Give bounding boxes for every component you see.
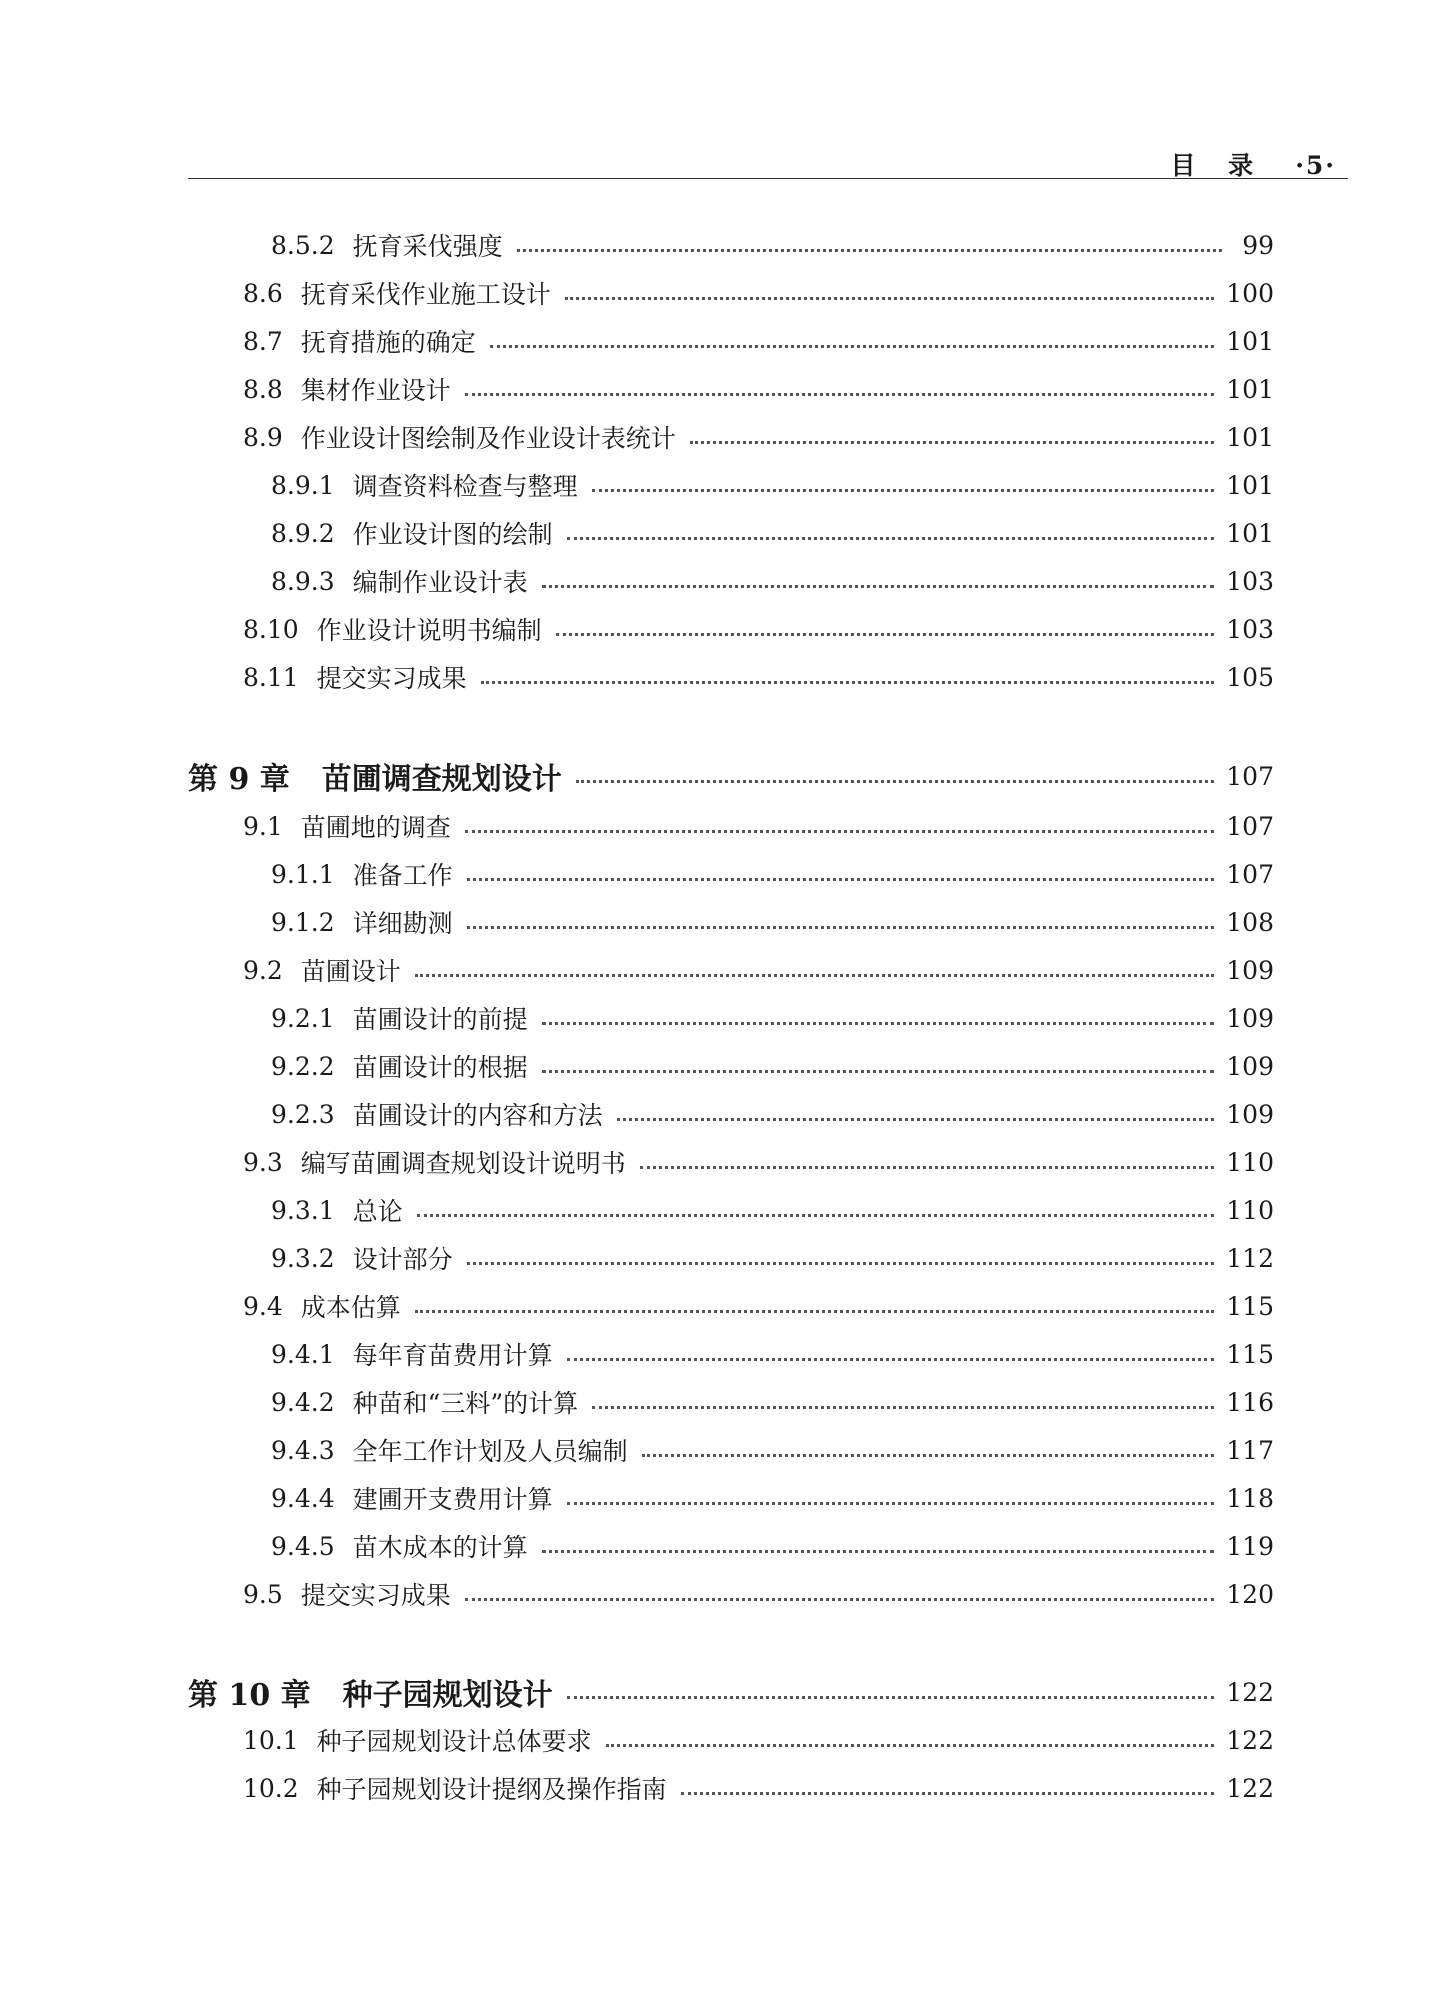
chapter-title: 种子园规划设计 [342, 1678, 553, 1713]
toc-entry[interactable] [243, 369, 1274, 409]
toc-entry[interactable] [243, 273, 1274, 313]
entry-number: 9.1.2 [271, 907, 335, 937]
entry-title: 提交实习成果 [316, 664, 467, 693]
dot-leader [467, 878, 1215, 881]
entry-title: 抚育采伐强度 [352, 232, 503, 261]
entry-number: 8.9 [243, 422, 283, 452]
dot-leader [642, 1454, 1215, 1457]
entry-number: 8.9.3 [271, 566, 335, 596]
entry-number: 8.7 [243, 326, 283, 356]
toc-entry[interactable] [243, 321, 1274, 361]
toc-entry[interactable] [243, 950, 1274, 990]
toc-entry[interactable] [271, 998, 1274, 1038]
entry-number: 9.2 [243, 955, 283, 985]
dot-leader [556, 633, 1215, 636]
entry-title: 编制作业设计表 [352, 568, 528, 597]
entry-title: 种子园规划设计提纲及操作指南 [316, 1775, 667, 1804]
entry-number: 10.2 [243, 1773, 299, 1803]
entry-number: 9.1.1 [271, 859, 335, 889]
entry-number: 9.2.3 [271, 1099, 335, 1129]
toc-entry[interactable] [271, 1430, 1274, 1470]
dot-leader [681, 1792, 1215, 1795]
entry-number: 10.1 [243, 1725, 299, 1755]
entry-page: 122 [1226, 1773, 1274, 1803]
dot-leader [542, 1070, 1215, 1073]
entry-title: 准备工作 [352, 861, 453, 890]
entry-page: 101 [1226, 422, 1274, 452]
dot-leader [465, 1598, 1215, 1601]
entry-number: 9.4.3 [271, 1435, 335, 1465]
entry-title: 作业设计说明书编制 [316, 616, 542, 645]
entry-page: 109 [1226, 1003, 1274, 1033]
entry-page: 116 [1226, 1387, 1274, 1417]
dot-leader [567, 537, 1215, 540]
toc-entry[interactable] [271, 1478, 1274, 1518]
entry-title: 苗圃设计 [300, 957, 401, 986]
entry-page: 108 [1226, 907, 1274, 937]
entry-page: 99 [1242, 230, 1274, 260]
dot-leader [467, 926, 1215, 929]
entry-title: 总论 [352, 1197, 403, 1226]
toc-entry[interactable] [243, 1768, 1274, 1808]
entry-title: 详细勘测 [352, 909, 453, 938]
toc-entry[interactable] [243, 657, 1274, 697]
entry-number: 8.6 [243, 278, 283, 308]
dot-leader [467, 1262, 1215, 1265]
toc-entry[interactable] [243, 417, 1274, 457]
entry-page: 101 [1226, 374, 1274, 404]
entry-title: 提交实习成果 [300, 1581, 451, 1610]
entry-title: 编写苗圃调查规划设计说明书 [300, 1149, 626, 1178]
entry-title: 抚育措施的确定 [300, 328, 476, 357]
dot-leader [415, 1310, 1215, 1313]
entry-page: 103 [1226, 614, 1274, 644]
entry-number: 9.2.2 [271, 1051, 335, 1081]
entry-number: 8.10 [243, 614, 299, 644]
toc-entry[interactable] [243, 1142, 1274, 1182]
entry-title: 作业设计图的绘制 [352, 520, 553, 549]
entry-number: 8.9.2 [271, 518, 335, 548]
entry-page: 101 [1226, 326, 1274, 356]
entry-page: 120 [1226, 1579, 1274, 1609]
entry-number: 8.5.2 [271, 230, 335, 260]
entry-page: 107 [1226, 859, 1274, 889]
dot-leader [415, 974, 1215, 977]
entry-number: 9.1 [243, 811, 283, 841]
entry-title: 种子园规划设计总体要求 [316, 1727, 592, 1756]
entry-number: 9.4.5 [271, 1531, 335, 1561]
entry-number: 9.3 [243, 1147, 283, 1177]
entry-page: 109 [1226, 955, 1274, 985]
entry-number: 9.4.1 [271, 1339, 335, 1369]
entry-page: 119 [1226, 1531, 1274, 1561]
entry-title: 全年工作计划及人员编制 [352, 1437, 628, 1466]
entry-title: 调查资料检查与整理 [352, 472, 578, 501]
dot-leader [542, 1022, 1215, 1025]
toc-entry[interactable] [271, 561, 1274, 601]
chapter-entry[interactable] [188, 756, 1274, 796]
dot-leader [576, 780, 1215, 783]
toc-entry[interactable] [271, 1334, 1274, 1374]
toc-entry[interactable] [271, 902, 1274, 942]
entry-title: 苗圃地的调查 [300, 813, 451, 842]
entry-page: 101 [1226, 470, 1274, 500]
entry-page: 112 [1226, 1243, 1274, 1273]
entry-page: 107 [1226, 761, 1274, 791]
entry-page: 110 [1226, 1195, 1274, 1225]
dot-leader [592, 489, 1215, 492]
entry-page: 109 [1226, 1099, 1274, 1129]
toc-entry[interactable] [271, 1382, 1274, 1422]
entry-number: 8.11 [243, 662, 299, 692]
entry-page: 117 [1226, 1435, 1274, 1465]
toc-entry[interactable] [271, 513, 1274, 553]
dot-leader [565, 297, 1215, 300]
dot-leader [592, 1406, 1214, 1409]
toc-entry[interactable] [271, 465, 1274, 505]
dot-leader [465, 830, 1215, 833]
entry-title: 每年育苗费用计算 [352, 1341, 553, 1370]
entry-page: 107 [1226, 811, 1274, 841]
entry-title: 种苗和“三料”的计算 [352, 1389, 579, 1418]
toc-entry[interactable] [271, 1046, 1274, 1086]
toc-entry[interactable] [243, 1286, 1274, 1326]
entry-title: 苗木成本的计算 [352, 1533, 528, 1562]
entry-title: 集材作业设计 [300, 376, 451, 405]
toc-entry[interactable] [243, 1574, 1274, 1614]
entry-page: 110 [1226, 1147, 1274, 1177]
toc-entry[interactable] [271, 1094, 1274, 1134]
entry-number: 9.4 [243, 1291, 283, 1321]
chapter-number: 第 10 章 [188, 1678, 311, 1713]
toc-entry[interactable] [271, 854, 1274, 894]
entry-title: 作业设计图绘制及作业设计表统计 [300, 424, 676, 453]
dot-leader [542, 585, 1215, 588]
entry-page: 109 [1226, 1051, 1274, 1081]
entry-page: 105 [1226, 662, 1274, 692]
toc-entry[interactable] [243, 806, 1274, 846]
entry-page: 101 [1226, 518, 1274, 548]
dot-leader [567, 1358, 1215, 1361]
dot-leader [617, 1118, 1215, 1121]
toc-entry[interactable] [271, 1238, 1274, 1278]
entry-page: 122 [1226, 1677, 1274, 1707]
entry-title: 成本估算 [300, 1293, 401, 1322]
entry-number: 8.8 [243, 374, 283, 404]
dot-leader [567, 1502, 1215, 1505]
chapter-number: 第 9 章 [188, 762, 290, 797]
entry-page: 118 [1226, 1483, 1274, 1513]
dot-leader [542, 1550, 1215, 1553]
dot-leader [640, 1166, 1215, 1169]
entry-number: 9.3.1 [271, 1195, 335, 1225]
entry-title: 设计部分 [352, 1245, 453, 1274]
entry-number: 8.9.1 [271, 470, 335, 500]
toc-entry[interactable] [271, 1190, 1274, 1230]
toc-entry[interactable] [243, 1720, 1274, 1760]
dot-leader [490, 345, 1215, 348]
dot-leader [606, 1744, 1215, 1747]
entry-number: 9.5 [243, 1579, 283, 1609]
dot-leader [567, 1696, 1215, 1699]
dot-leader [517, 249, 1222, 252]
entry-page: 100 [1226, 278, 1274, 308]
toc-entry[interactable] [271, 1526, 1274, 1566]
entry-title: 抚育采伐作业施工设计 [300, 280, 551, 309]
entry-page: 122 [1226, 1725, 1274, 1755]
dot-leader [481, 681, 1215, 684]
entry-number: 9.4.2 [271, 1387, 335, 1417]
chapter-entry[interactable] [188, 1672, 1274, 1712]
entry-page: 103 [1226, 566, 1274, 596]
entry-title: 苗圃设计的内容和方法 [352, 1101, 603, 1130]
page-number: ·5· [1295, 151, 1336, 180]
header-section: 目 录 [1170, 151, 1266, 180]
entry-number: 9.4.4 [271, 1483, 335, 1513]
entry-title: 建圃开支费用计算 [352, 1485, 553, 1514]
entry-title: 苗圃设计的前提 [352, 1005, 528, 1034]
entry-number: 9.3.2 [271, 1243, 335, 1273]
toc-entry[interactable] [243, 609, 1274, 649]
dot-leader [690, 441, 1215, 444]
entry-page: 115 [1226, 1291, 1274, 1321]
dot-leader [465, 393, 1215, 396]
toc-entry[interactable] [271, 225, 1274, 265]
entry-title: 苗圃设计的根据 [352, 1053, 528, 1082]
dot-leader [417, 1214, 1215, 1217]
entry-page: 115 [1226, 1339, 1274, 1369]
chapter-title: 苗圃调查规划设计 [321, 762, 562, 797]
entry-number: 9.2.1 [271, 1003, 335, 1033]
